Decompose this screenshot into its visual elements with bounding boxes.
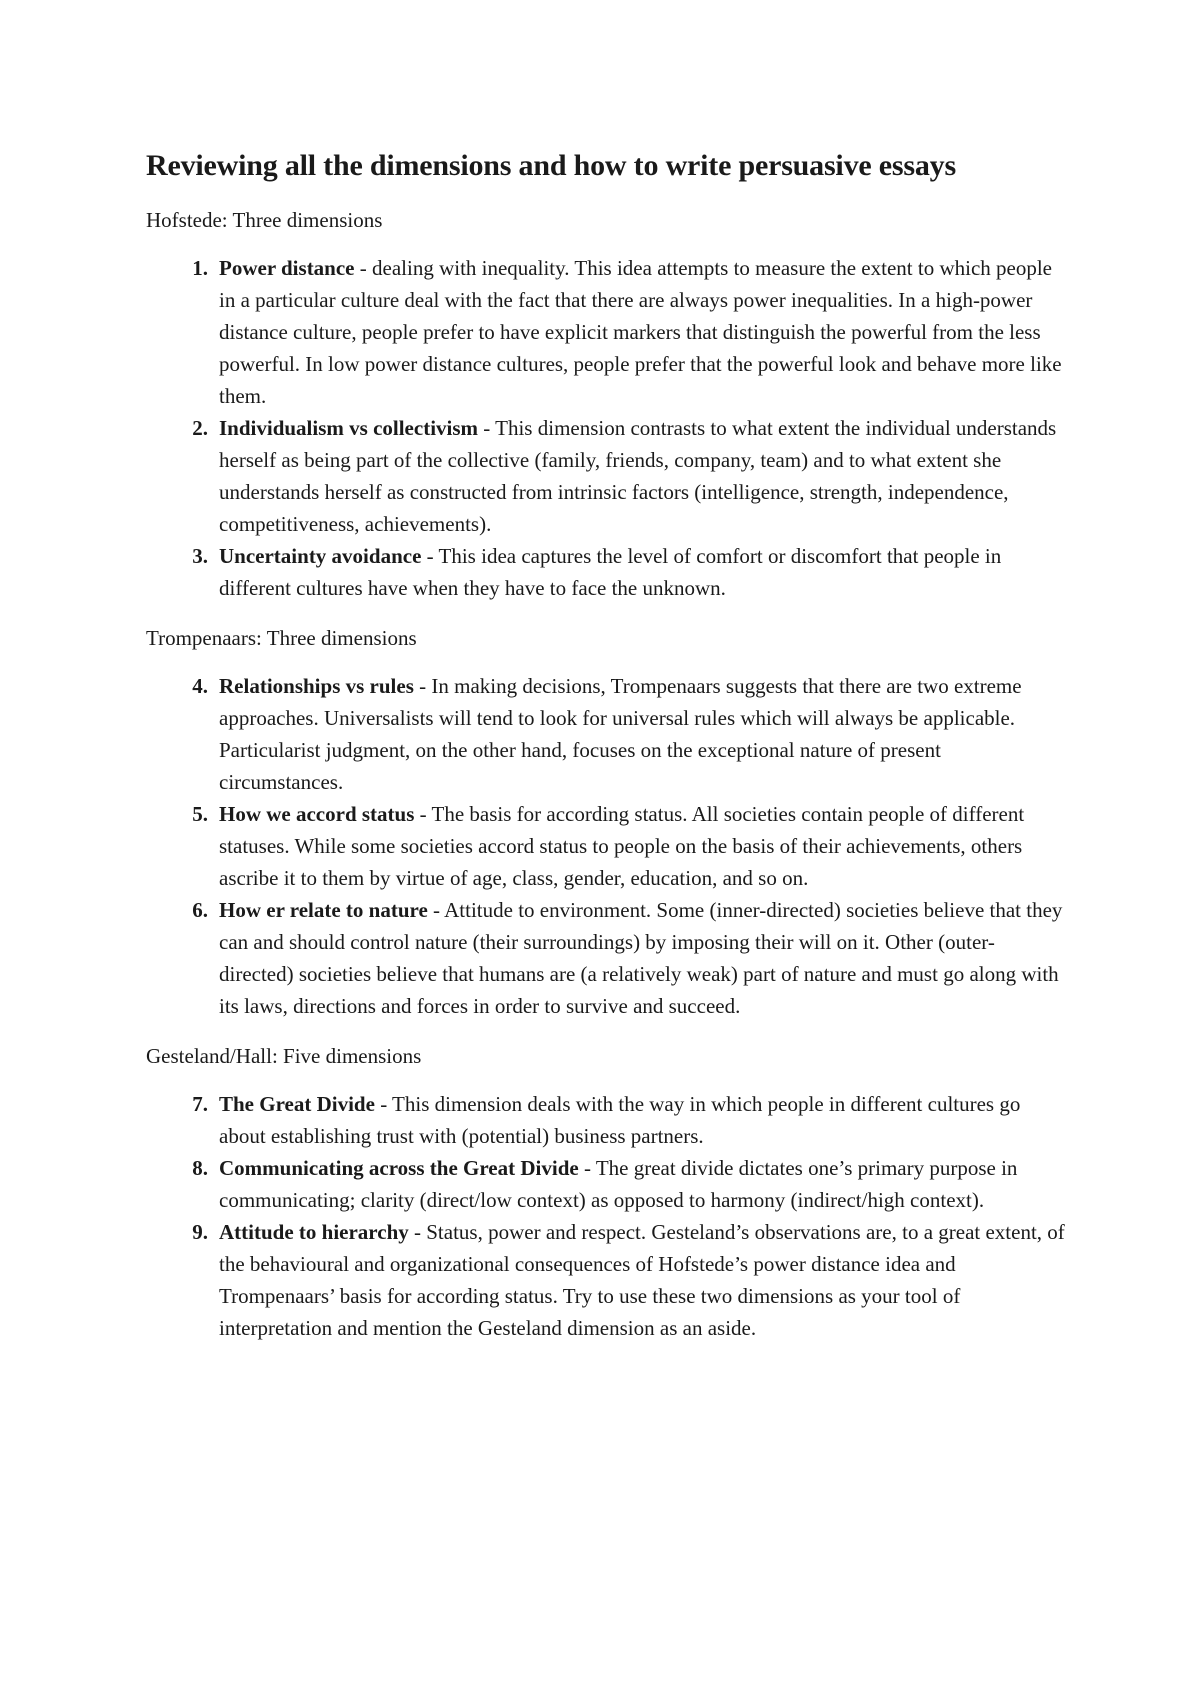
section-trompenaars: [146, 622, 1066, 1022]
item-text: - dealing with inequality. This idea attempts to measure the extent to which people in a particular culture deal with the fact that there are always power inequalities. In a high-power distance culture, people prefer to have explicit markers that distinguish the powerful from the less powerful. In low power distance cultures, people prefer that the powerful look and behave more like them.: [219, 256, 1062, 408]
item-term: Individualism vs collectivism: [219, 416, 479, 440]
list-item: [146, 1216, 1066, 1344]
item-number: 4.: [192, 674, 208, 698]
item-text: - This idea captures the level of comfort or discomfort that people in different cultures have when they have to face the unknown.: [219, 544, 1002, 600]
item-text: - The basis for according status. All societies contain people of different statuses. While some societies accord status to people on the basis of their achievements, others ascribe it to them by virtue of age, class, gender, education, and so on.: [219, 802, 1025, 890]
section-heading: Gesteland/Hall: Five dimensions: [146, 1044, 422, 1068]
item-text: - In making decisions, Trompenaars suggests that there are two extreme approaches. Universalists will tend to look for universal rules which will always be applicable. Particularist judgment, on the other hand, focuses on the exceptional nature of present circumstances.: [219, 674, 1022, 794]
item-term: Power distance: [219, 256, 355, 280]
list-item: [146, 252, 1066, 412]
section-heading: Trompenaars: Three dimensions: [146, 626, 417, 650]
document-title: Reviewing all the dimensions and how to write persuasive essays: [146, 149, 956, 182]
section-gesteland-hall: [146, 1040, 1066, 1344]
list-item: [146, 894, 1066, 1022]
item-term: How we accord status: [219, 802, 415, 826]
item-text: - The great divide dictates one’s primary purpose in communicating; clarity (direct/low context) as opposed to harmony (indirect/high context).: [219, 1156, 1018, 1212]
item-text: - Attitude to environment. Some (inner-directed) societies believe that they can and should control nature (their surroundings) by imposing their will on it. Other (outer-directed) societies believe that humans are (a relatively weak) part of nature and must go along with its laws, directions and forces in order to survive and succeed.: [219, 898, 1063, 1018]
item-text: - This dimension contrasts to what extent the individual understands herself as being part of the collective (family, friends, company, team) and to what extent she understands herself as constructed from intrinsic factors (intelligence, strength, independence, competitiveness, achievements).: [219, 416, 1057, 536]
item-term: Communicating across the Great Divide: [219, 1156, 579, 1180]
dimension-list: [146, 670, 1066, 1022]
item-number: 9.: [192, 1220, 208, 1244]
section-heading: Hofstede: Three dimensions: [146, 208, 383, 232]
item-term: Attitude to hierarchy: [219, 1220, 409, 1244]
dimension-list: [146, 1088, 1066, 1344]
list-item: [146, 1152, 1066, 1216]
item-number: 6.: [192, 898, 208, 922]
list-item: [146, 1088, 1066, 1152]
item-term: Relationships vs rules: [219, 674, 414, 698]
item-text: - This dimension deals with the way in which people in different cultures go about establishing trust with (potential) business partners.: [219, 1092, 1021, 1148]
document-page: [146, 146, 1066, 1362]
item-number: 2.: [192, 416, 208, 440]
item-term: How er relate to nature: [219, 898, 428, 922]
list-item: [146, 798, 1066, 894]
item-term: Uncertainty avoidance: [219, 544, 422, 568]
item-number: 5.: [192, 802, 208, 826]
list-item: [146, 412, 1066, 540]
item-number: 3.: [192, 544, 208, 568]
list-item: [146, 670, 1066, 798]
dimension-list: [146, 252, 1066, 604]
item-number: 7.: [192, 1092, 208, 1116]
item-number: 1.: [192, 256, 208, 280]
item-term: The Great Divide: [219, 1092, 375, 1116]
item-text: - Status, power and respect. Gesteland’s observations are, to a great extent, of the behavioural and organizational consequences of Hofstede’s power distance idea and Trompenaars’ basis for according status. Try to use these two dimensions as your tool of interpretation and mention the Gesteland dimension as an aside.: [219, 1220, 1065, 1340]
item-number: 8.: [192, 1156, 208, 1180]
list-item: [146, 540, 1066, 604]
section-hofstede: [146, 204, 1066, 604]
